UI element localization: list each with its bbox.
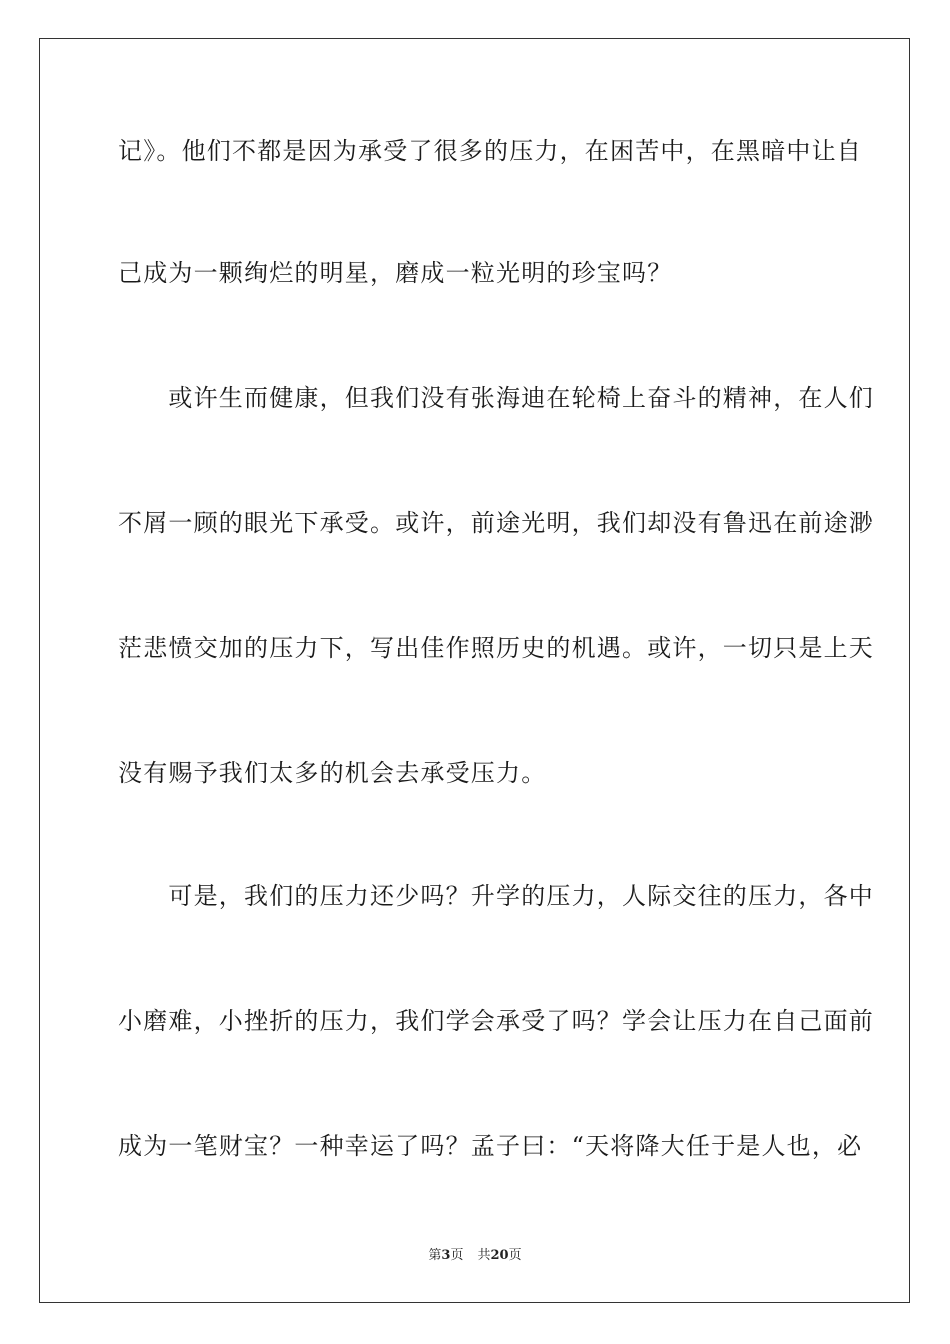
total-pages: 20 [490,1248,509,1263]
text-line-3: 或许生而健康，但我们没有张海迪在轮椅上奋斗的精神，在人们 [118,384,874,412]
text-line-4: 不屑一顾的眼光下承受。或许，前途光明，我们却没有鲁迅在前途渺 [118,509,874,537]
text-line-7: 可是，我们的压力还少吗？升学的压力，人际交往的压力，各中 [118,882,874,910]
text-line-9: 成为一笔财宝？一种幸运了吗？孟子曰：“天将降大任于是人也，必 [118,1132,863,1160]
page-number: 3 [441,1248,451,1263]
text-line-5: 茫悲愤交加的压力下，写出佳作照历史的机遇。或许，一切只是上天 [118,634,874,662]
page-border [39,38,910,1303]
page-footer [0,1247,950,1265]
total-prefix: 共 [477,1248,491,1263]
text-line-2: 己成为一颗绚烂的明星，磨成一粒光明的珍宝吗？ [118,259,673,287]
text-line-8: 小磨难，小挫折的压力，我们学会承受了吗？学会让压力在自己面前 [118,1007,874,1035]
page-suffix: 页 [450,1248,464,1263]
text-line-1: 记》。他们不都是因为承受了很多的压力，在困苦中，在黑暗中让自 [118,137,862,165]
text-line-6: 没有赐予我们太多的机会去承受压力。 [118,759,547,787]
total-suffix: 页 [508,1248,522,1263]
page-prefix: 第 [428,1248,442,1263]
